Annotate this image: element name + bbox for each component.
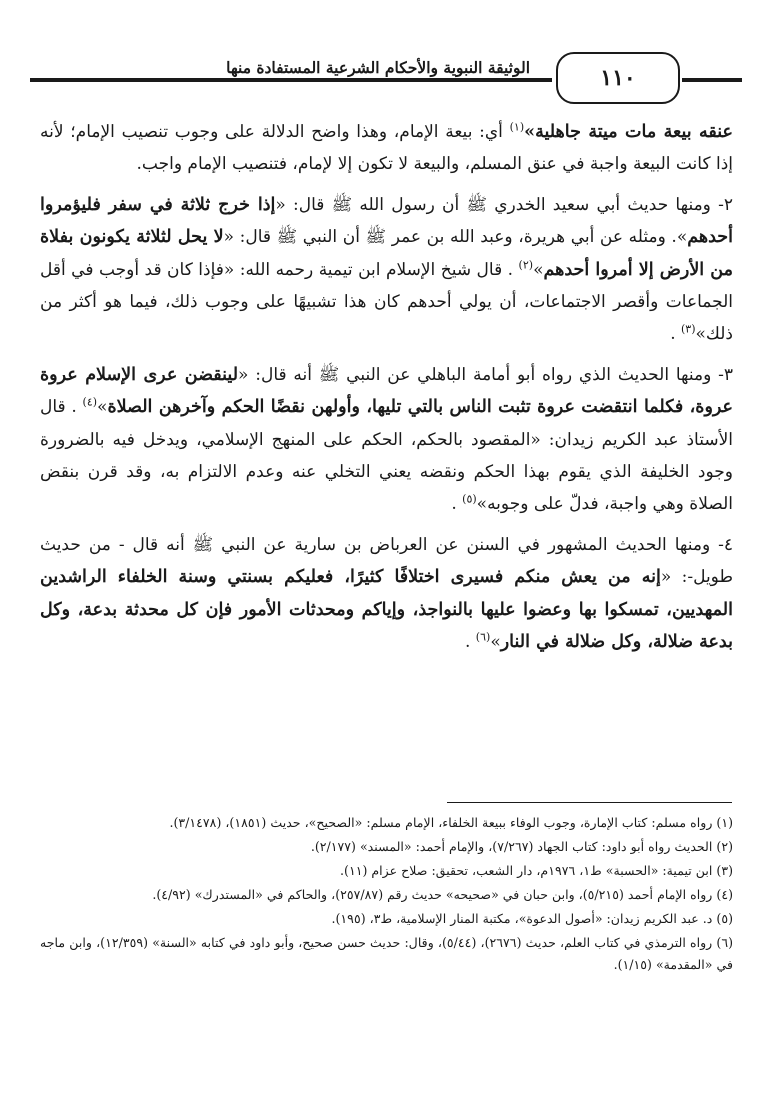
punctuation: .	[464, 632, 476, 653]
footnote-2: (٢) الحديث رواه أبو داود: كتاب الجهاد (٧/٢٦٧)، والإمام أحمد: «المسند» (٢/١٧٧).	[310, 839, 733, 854]
hadith-text: لا يحل لثلاثة يكونون بفلاة من الأرض إلا أمروا أحدهم	[40, 227, 734, 280]
page-header	[30, 52, 742, 100]
punctuation: .	[670, 324, 681, 345]
main-text	[40, 116, 733, 667]
quotation-text: . قال شيخ الإسلام ابن تيمية رحمه الله: «فإذا كان قد أوجب في أقل الجماعات وأقصر الاجتماعات، أن يولي أحدهم كان هذا تشبيهًا على وجوب ذلك، فيما هو أكثر من ذلك»	[40, 259, 733, 345]
commentary-text: أي: بيعة الإمام، وهذا واضح الدلالة على وجوب تنصيب الإمام؛ لأنه إذا كانت البيعة واجبة في عنق المسلم، والبيعة لا تكون إلا لإمام، فتنصيب الإمام واجب.	[40, 122, 733, 175]
narration-text: ٢- ومنها حديث أبي سعيد الخدري ﷺ أن رسول الله ﷺ قال: «	[275, 194, 733, 215]
footnote-separator	[447, 802, 732, 803]
footnote-ref: (٤)	[82, 395, 98, 409]
page-number: ١١٠	[556, 52, 680, 104]
hadith-text: إنه من يعش منكم فسيرى اختلافًا كثيرًا، فعليكم بسنتي وسنة الخلفاء الراشدين المهديين، تمسكوا بها وعضوا عليها بالنواجذ، وإياكم ومحدثات الأمور فإن كل محدثة بدعة، وكل بدعة ضلالة، وكل ضلالة في النار	[40, 567, 733, 653]
footnotes	[40, 812, 733, 978]
hadith-text: عنقه بيعة مات ميتة جاهلية»	[524, 122, 733, 142]
footnote-ref: (٥)	[462, 492, 477, 506]
hadith-text: لينقضن عرى الإسلام عروة عروة، فكلما انتقضت عروة تثبت الناس بالتي تليها، وأولهن نقضًا الحكم وآخرهن الصلاة	[40, 364, 733, 418]
paragraph-3	[40, 359, 733, 521]
footnote-6: (٦) رواه الترمذي في كتاب العلم، حديث (٢٦٧٦)، (٥/٤٤)، وقال: حديث حسن صحيح، وأبو داود في كتابه «السنة» (١٢/٣٥٩)، وابن ماجه في «المقدمة» (١/١٥).	[40, 935, 733, 972]
running-title: الوثيقة النبوية والأحكام الشرعية المستفادة منها	[226, 58, 530, 77]
paragraph-1	[40, 116, 733, 181]
footnote-ref: (١)	[509, 120, 525, 134]
footnote-ref: (٣)	[681, 322, 696, 336]
quotation-text: . قال الأستاذ عبد الكريم زيدان: «المقصود بالحكم، الحكم على المنهج الإسلامي، ويدخل فيه بالضرورة وجود الخليفة الذي يقوم بهذا الحكم ونقضه يعني التخلي عنه وعدم الالتزام به، وقد قرن بنقض الصلاة وهي واجبة، فدلّ على وجوبه»	[40, 397, 733, 515]
header-rule-right	[682, 78, 742, 82]
narration-text: ». ومثله عن أبي هريرة، وعبد الله بن عمر ﷺ أن النبي ﷺ قال: «	[223, 227, 688, 248]
quote-close: »	[97, 397, 108, 418]
paragraph-2	[40, 189, 733, 351]
punctuation: .	[451, 494, 463, 515]
narration-text: ٤- ومنها الحديث المشهور في السنن عن العرباض بن سارية عن النبي ﷺ أنه قال - من حديث طويل-: «	[40, 534, 733, 588]
footnote-ref: (٦)	[475, 630, 491, 644]
paragraph-4	[40, 529, 733, 659]
hadith-text: إذا خرج ثلاثة في سفر فليؤمروا أحدهم	[40, 194, 733, 248]
quote-close: »	[490, 632, 501, 653]
footnote-4: (٤) رواه الإمام أحمد (٥/٢١٥)، وابن حبان في «صحيحه» حديث رقم (٢٥٧/٨٧)، والحاكم في «المستدرك» (٤/٩٢).	[152, 887, 733, 902]
header-rule-left	[30, 78, 552, 82]
footnote-ref: (٢)	[518, 257, 534, 271]
narration-text: ٣- ومنها الحديث الذي رواه أبو أمامة الباهلي عن النبي ﷺ أنه قال: «	[238, 364, 733, 385]
quote-close: »	[533, 259, 544, 280]
footnote-3: (٣) ابن تيمية: «الحسبة» ط١، ١٩٧٦م، دار الشعب، تحقيق: صلاح عزام (١١).	[340, 863, 733, 878]
footnote-5: (٥) د. عبد الكريم زيدان: «أصول الدعوة»، مكتبة المنار الإسلامية، ط٣، (١٩٥).	[331, 911, 733, 926]
footnote-1: (١) رواه مسلم: كتاب الإمارة، وجوب الوفاء ببيعة الخلفاء، الإمام مسلم: «الصحيح»، حديث (١٨٥١)، (٣/١٤٧٨).	[169, 815, 733, 830]
